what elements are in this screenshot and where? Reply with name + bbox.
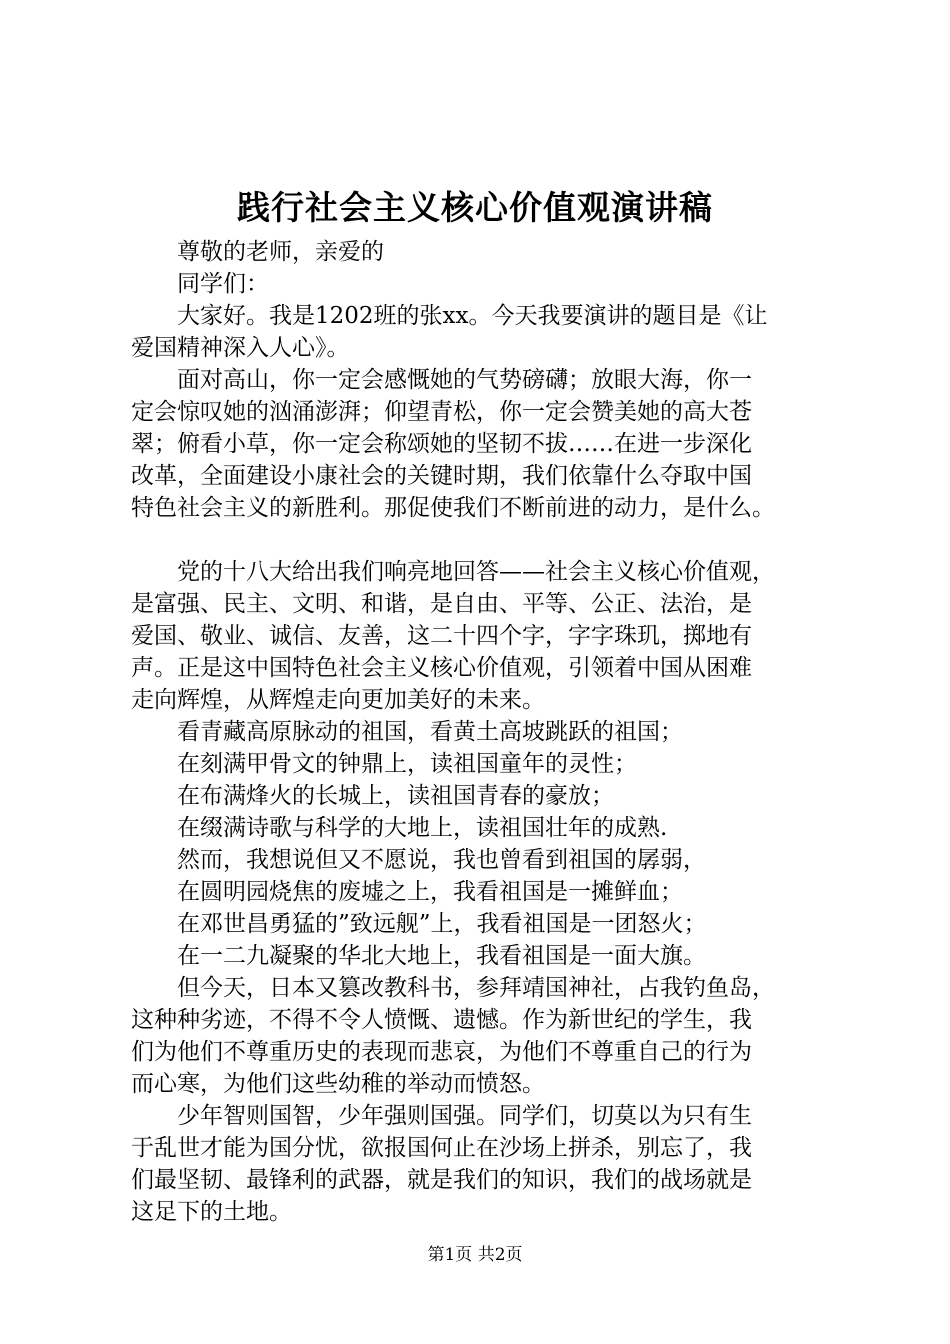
text-line: 们最坚韧、最锋利的武器，就是我们的知识，我们的战场就是 [131, 1167, 752, 1193]
text-line: 翠；俯看小草，你一定会称颂她的坚韧不拔……在进一步深化 [131, 431, 752, 457]
text-line: 在一二九凝聚的华北大地上，我看祖国是一面大旗。 [177, 943, 706, 969]
text-line: 在布满烽火的长城上，读祖国青春的豪放； [177, 783, 614, 809]
paragraph [131, 972, 831, 1100]
document-body [131, 236, 831, 1228]
text-line: 爱国精神深入人心》。 [131, 335, 350, 361]
text-line: 大家好。我是1202班的张xx。今天我要演讲的题目是《让 [177, 303, 768, 329]
text-line: 看青藏高原脉动的祖国，看黄土高坡跳跃的祖国； [177, 719, 683, 745]
paragraph [131, 556, 831, 716]
text-line: 在邓世昌勇猛的”致远舰”上，我看祖国是一团怒火； [177, 911, 707, 937]
text-line: 然而，我想说但又不愿说，我也曾看到祖国的孱弱， [177, 847, 706, 873]
text-line: 少年智则国智，少年强则国强。同学们，切莫以为只有生 [177, 1103, 752, 1129]
text-line: 走向辉煌，从辉煌走向更加美好的未来。 [131, 687, 545, 713]
paragraph [131, 1100, 831, 1228]
text-line: 定会惊叹她的汹涌澎湃；仰望青松，你一定会赞美她的高大苍 [131, 399, 752, 425]
text-line: 党的十八大给出我们响亮地回答——社会主义核心价值观， [177, 559, 775, 585]
text-line: 在圆明园烧焦的废墟之上，我看祖国是一摊鲜血； [177, 879, 683, 905]
text-line: 同学们： [177, 271, 269, 297]
paragraph [131, 364, 831, 524]
text-line: 改革，全面建设小康社会的关键时期，我们依靠什么夺取中国 [131, 463, 752, 489]
verse-block [131, 716, 831, 972]
text-line: 尊敬的老师，亲爱的 [177, 239, 384, 265]
document-title: 践行社会主义核心价值观演讲稿 [237, 188, 713, 227]
text-line: 在缀满诗歌与科学的大地上，读祖国壮年的成熟. [177, 815, 668, 841]
text-line: 面对高山，你一定会感慨她的气势磅礴；放眼大海，你一 [177, 367, 752, 393]
text-line: 特色社会主义的新胜利。那促使我们不断前进的动力，是什么。 [131, 495, 775, 521]
text-line: 在刻满甲骨文的钟鼎上，读祖国童年的灵性； [177, 751, 637, 777]
text-line: 爱国、敬业、诚信、友善，这二十四个字，字字珠玑，掷地有 [131, 623, 752, 649]
text-line: 这足下的土地。 [131, 1199, 292, 1225]
salutation [131, 236, 831, 300]
text-line: 于乱世才能为国分忧，欲报国何止在沙场上拼杀，别忘了，我 [131, 1135, 752, 1161]
text-line: 声。正是这中国特色社会主义核心价值观，引领着中国从困难 [131, 655, 752, 681]
text-line: 但今天，日本又篡改教科书，参拜靖国神社，占我钓鱼岛， [177, 975, 775, 1001]
text-line: 这种种劣迹，不得不令人愤慨、遗憾。作为新世纪的学生，我 [131, 1007, 752, 1033]
page-number-footer: 第1页 共2页 [427, 1245, 523, 1265]
paragraph-gap [131, 524, 831, 556]
text-line: 是富强、民主、文明、和谐，是自由、平等、公正、法治，是 [131, 591, 752, 617]
text-line: 们为他们不尊重历史的表现而悲哀，为他们不尊重自己的行为 [131, 1039, 752, 1065]
text-line: 而心寒，为他们这些幼稚的举动而愤怒。 [131, 1071, 545, 1097]
paragraph [131, 300, 831, 364]
